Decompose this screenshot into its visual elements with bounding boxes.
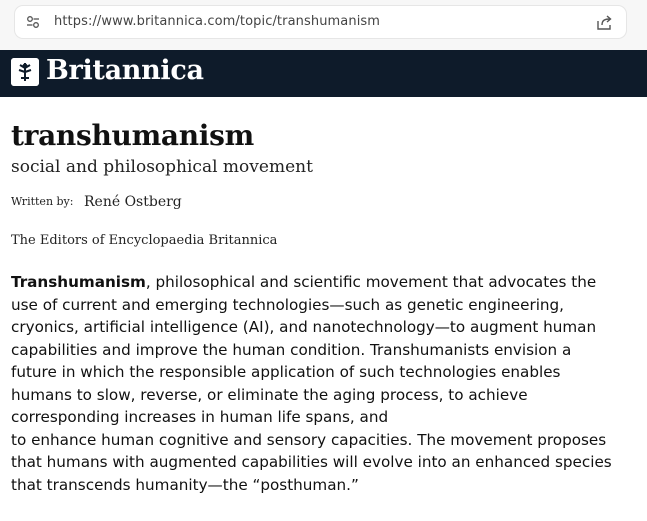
- site-header: [0, 50, 647, 97]
- article-body: [11, 271, 636, 496]
- url-text[interactable]: https://www.britannica.com/topic/transhumanism: [54, 14, 381, 29]
- britannica-logo-text[interactable]: Britannica: [46, 55, 204, 86]
- address-bar[interactable]: [15, 6, 626, 38]
- thistle-logo-icon[interactable]: [11, 58, 39, 86]
- body-line: humans to slow, reverse, or eliminate the aging process, to achieve: [11, 385, 528, 404]
- editors-link[interactable]: The Editors of Encyclopaedia Britannica: [11, 233, 278, 248]
- share-icon[interactable]: [596, 14, 613, 31]
- author-link[interactable]: René Ostberg: [84, 194, 182, 210]
- site-settings-icon[interactable]: [26, 15, 40, 29]
- body-line: that transcends humanity—the “posthuman.”: [11, 475, 359, 494]
- body-line: future in which the responsible application of such technologies enables: [11, 363, 561, 381]
- body-line: capabilities and improve the human condition. Transhumanists envision a: [11, 340, 572, 359]
- page-title: transhumanism: [11, 119, 254, 152]
- body-line: cryonics, artificial intelligence (AI), and nanotechnology—to augment human: [11, 318, 597, 336]
- body-line: use of current and emerging technologies—such as genetic engineering,: [11, 295, 565, 314]
- body-line: corresponding increases in human life spans, and: [11, 408, 389, 426]
- body-line: , philosophical and scientific movement that advocates the: [145, 273, 597, 291]
- page-subtitle: social and philosophical movement: [11, 157, 313, 177]
- lead-term: Transhumanism: [11, 273, 146, 291]
- browser-toolbar: [0, 0, 647, 50]
- body-line: to enhance human cognitive and sensory capacities. The movement proposes: [11, 430, 607, 449]
- written-by-label: Written by:: [11, 195, 74, 208]
- body-line: that humans with augmented capabilities will evolve into an enhanced species: [11, 453, 612, 471]
